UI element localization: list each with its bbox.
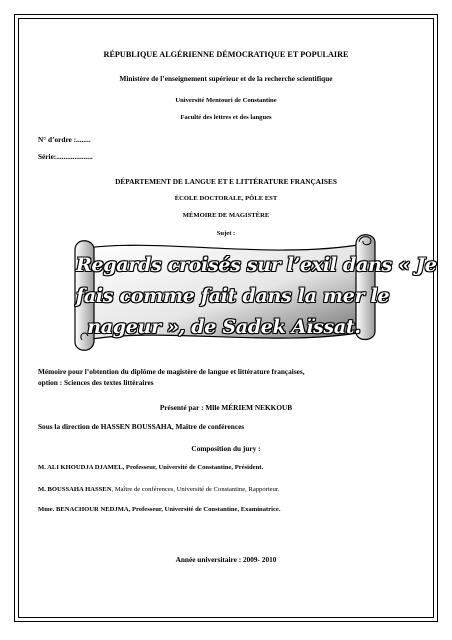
series-number: Série:.................... [38, 152, 93, 161]
presented-by [0, 403, 452, 412]
title-line-3: nageur », de Sadek Aïssat. [87, 316, 361, 338]
republic-heading: RÉPUBLIQUE ALGÉRIENNE DÉMOCRATIQUE ET POPULAIRE [103, 50, 349, 59]
subject-label: Sujet : [216, 230, 236, 237]
jury-member-1-role: , Professeur, Université de Constantine, Président. [122, 464, 264, 471]
direction-suffix: , Maître de conférences [171, 422, 245, 431]
purpose-line-2: option : Sciences des textes littéraires [38, 378, 154, 387]
purpose-line-1: Mémoire pour l’obtention du diplôme de magistère de langue et littérature françaises, [38, 367, 305, 376]
jury-member-1-name: M. ALI KHOUDJA DJAMEL [38, 464, 123, 471]
doctoral-school: ÉCOLE DOCTORALE, PÔLE EST [174, 195, 278, 202]
presented-name: : Mlle MÉRIEM NEKKOUB [201, 403, 293, 412]
jury-heading: Composition du jury : [191, 444, 261, 453]
order-number: N° d’ordre :........ [38, 135, 91, 144]
jury-member-3-name: Mme. BENACHOUR NEDJMA [38, 506, 129, 513]
title-line-2: fais comme fait dans la mer le [76, 285, 390, 307]
title-line-1: Regards croisés sur l’exil dans « Je [76, 254, 437, 276]
jury-member-1 [38, 464, 263, 471]
academic-year: Année universitaire : 2009- 2010 [175, 555, 277, 564]
memoire-type: MÉMOIRE DE MAGISTÈRE [182, 212, 270, 219]
university-name: Université Mentouri de Constantine [175, 97, 277, 104]
department-name: DÉPARTEMENT DE LANGUE ET E LITTÉRATURE FRANÇAISES [115, 177, 337, 186]
direction-prefix: Sous la direction de HASSEN BOUSSAHA [38, 422, 172, 431]
jury-member-2-role: , Maître de conférences, Université de Constantine, Rapporteur. [111, 486, 280, 493]
jury-member-3-role: , Professeur, Université de Constantine, Examinatrice. [128, 506, 281, 513]
direction-line [38, 422, 244, 431]
jury-member-2 [38, 486, 279, 493]
presented-label: Présenté par [159, 403, 200, 412]
jury-member-3 [38, 506, 280, 513]
ministry-heading: Ministère de l’enseignement supérieur et de la recherche scientifique [119, 74, 333, 83]
faculty-name: Faculté des lettres et des langues [180, 114, 272, 121]
jury-member-2-name: M. BOUSSAHA HASSEN [38, 486, 112, 493]
